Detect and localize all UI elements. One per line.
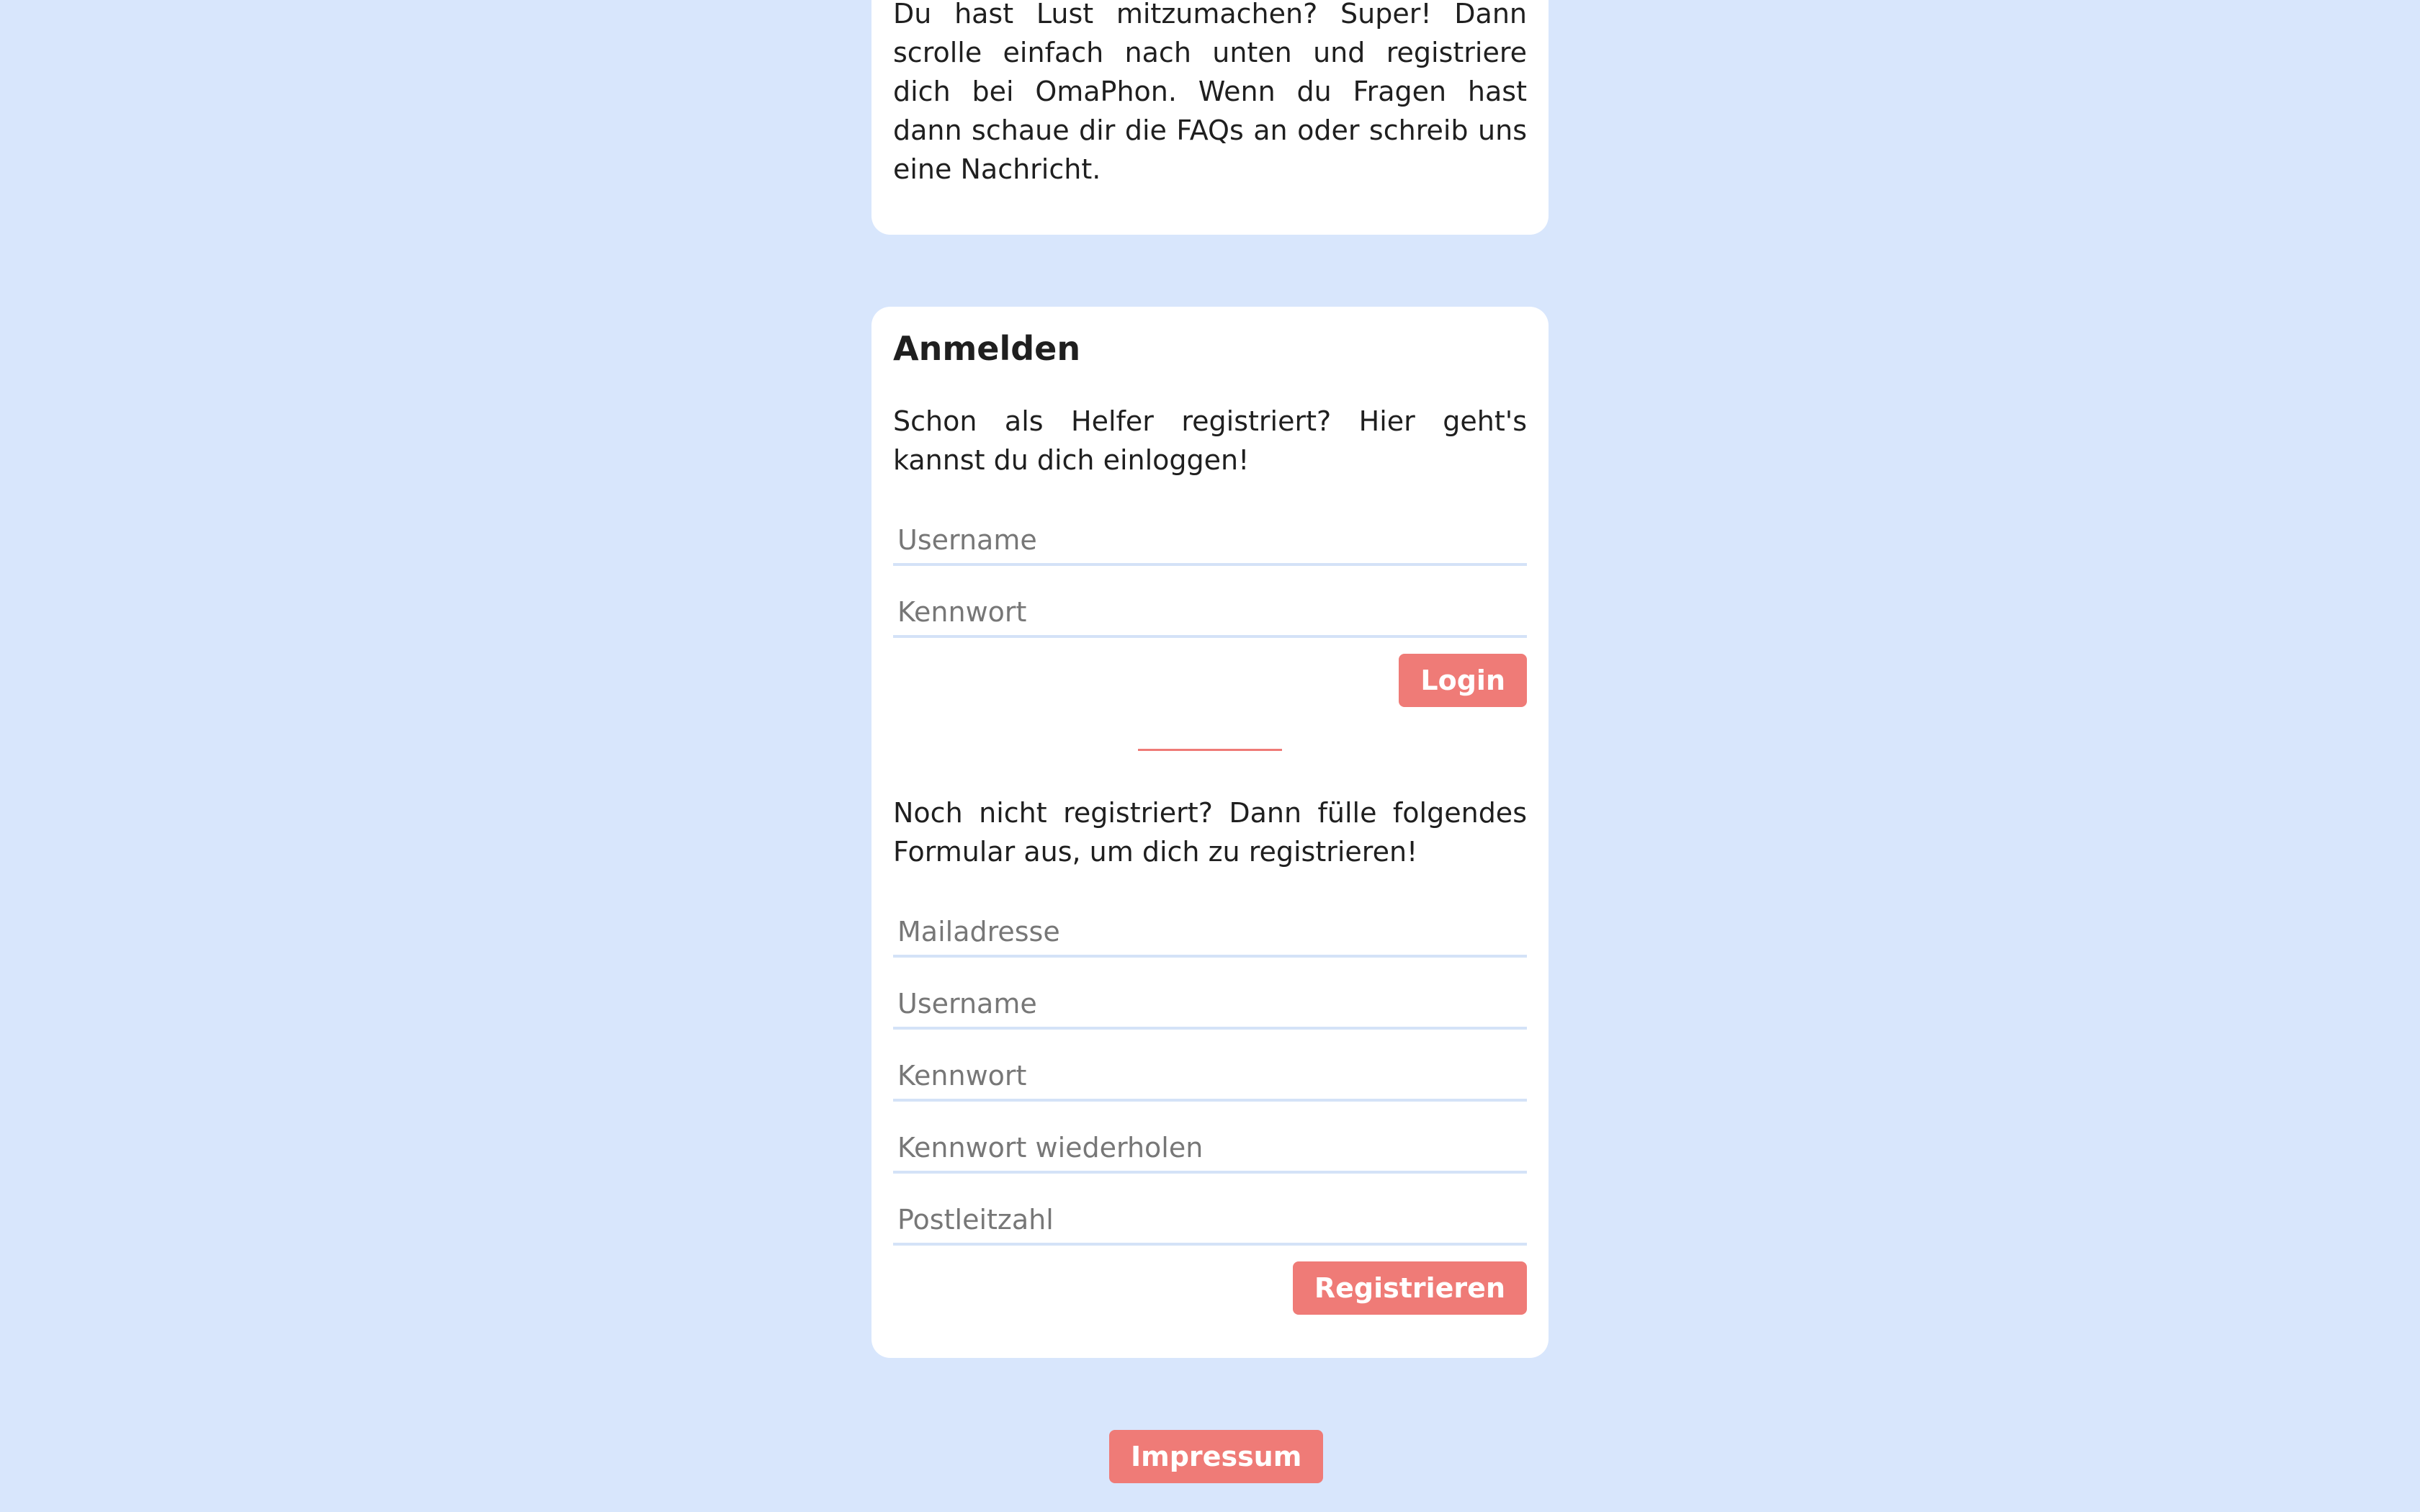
- register-intro-text: Noch nicht registriert? Dann fülle folgendes Formular aus, um dich zu registrieren!: [893, 797, 1527, 868]
- intro-text: Du hast Lust mitzumachen? Super! Dann scrolle einfach nach unten und registriere dich bei OmaPhon. Wenn du Fragen hast dann schaue dir die FAQs an oder schreib uns eine Nachricht.: [893, 0, 1527, 185]
- intro-card: [871, 0, 1549, 235]
- register-zip-input[interactable]: [893, 1202, 1527, 1246]
- login-intro-text: Schon als Helfer registriert? Hier geht's kannst du dich einloggen!: [893, 405, 1527, 476]
- login-password-input[interactable]: [893, 595, 1527, 638]
- impressum-button[interactable]: Impressum: [1109, 1430, 1323, 1483]
- register-button[interactable]: Registrieren: [1293, 1261, 1527, 1315]
- login-card: [871, 307, 1549, 1358]
- login-title: Anmelden: [893, 329, 1081, 368]
- register-email-input[interactable]: [893, 914, 1527, 958]
- section-divider: [1138, 749, 1282, 751]
- register-password-input[interactable]: [893, 1058, 1527, 1102]
- register-username-input[interactable]: [893, 986, 1527, 1030]
- login-username-input[interactable]: [893, 523, 1527, 566]
- register-password-repeat-input[interactable]: [893, 1130, 1527, 1174]
- login-button[interactable]: Login: [1399, 654, 1527, 707]
